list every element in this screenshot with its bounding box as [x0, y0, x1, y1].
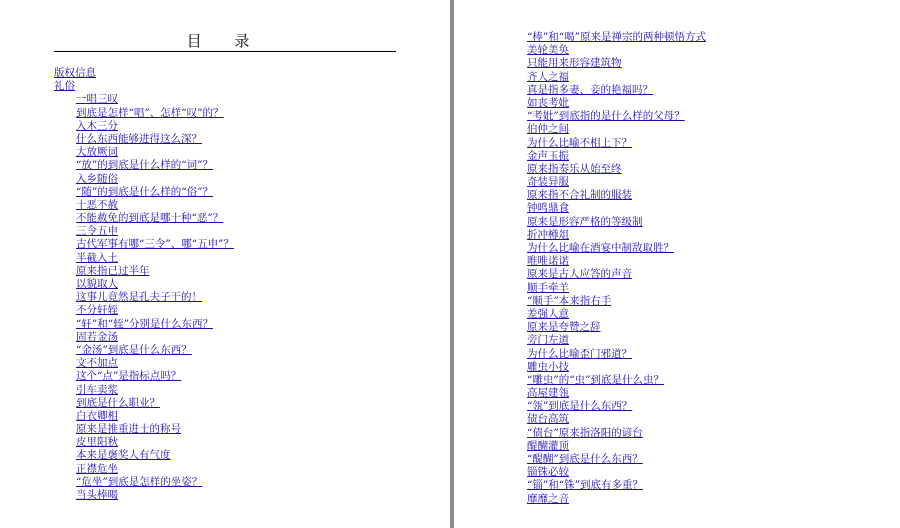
toc-entry: [54, 370, 434, 383]
toc-entry: [527, 229, 887, 242]
toc-entry: [54, 489, 434, 502]
toc-link[interactable]: 锱铢必较: [527, 466, 569, 479]
toc-entry: [54, 199, 434, 212]
toc-list-right: [527, 31, 887, 506]
toc-link[interactable]: 为什么比喻歪门邪道？: [527, 347, 632, 360]
toc-link[interactable]: 入木三分: [76, 119, 118, 132]
toc-entry: [54, 225, 434, 238]
toc-link[interactable]: “债台”原来指洛阳的谚台: [527, 426, 643, 439]
toc-link[interactable]: 白衣卿相: [76, 409, 118, 422]
toc-link[interactable]: 真是指多妻、妾的艳福吗？: [527, 83, 653, 96]
toc-link[interactable]: “轩”和“轾”分别是什么东西？: [76, 317, 213, 330]
toc-link[interactable]: 这事儿竟然是孔夫子干的！: [76, 291, 202, 304]
toc-entry: [54, 278, 434, 291]
toc-link[interactable]: 半截入土: [76, 251, 118, 264]
toc-link[interactable]: 唯唯诺诺: [527, 255, 569, 268]
toc-entry: [54, 67, 434, 80]
toc-entry: [527, 189, 887, 202]
toc-entry: [527, 466, 887, 479]
toc-link[interactable]: 原来是推重进士的称号: [76, 423, 181, 436]
toc-entry: [527, 374, 887, 387]
toc-entry: [54, 331, 434, 344]
toc-link[interactable]: “危坐”到底是怎样的坐姿？: [76, 475, 203, 488]
toc-entry: [54, 344, 434, 357]
toc-entry: [54, 80, 434, 93]
toc-link[interactable]: 以貌取人: [76, 278, 118, 290]
toc-entry: [527, 137, 887, 150]
toc-link[interactable]: “顺手”本来指右手: [527, 294, 612, 307]
toc-entry: [54, 304, 434, 317]
toc-link[interactable]: “锱”和“铢”到底有多重？: [527, 479, 643, 492]
toc-entry: [54, 173, 434, 186]
toc-entry: [527, 453, 887, 466]
toc-link[interactable]: 正襟危坐: [76, 462, 118, 475]
toc-link[interactable]: 大放厥词: [76, 146, 118, 159]
toc-link[interactable]: 这个“点”是指标点吗？: [76, 370, 182, 383]
toc-entry: [54, 449, 434, 462]
toc-entry: [54, 476, 434, 489]
toc-link[interactable]: 债台高筑: [527, 413, 569, 426]
toc-link[interactable]: 顺手牵羊: [527, 281, 569, 294]
toc-entry: [54, 436, 434, 449]
toc-link[interactable]: 一唱三叹: [76, 93, 118, 106]
toc-link[interactable]: 到底是怎样“唱”、怎样“叹”的？: [76, 106, 224, 119]
toc-entry: [54, 107, 434, 120]
title-rule: [54, 51, 396, 52]
toc-entry: [527, 123, 887, 136]
toc-link[interactable]: 不能赦免的到底是哪十种“恶”？: [76, 212, 224, 225]
toc-entry: [54, 186, 434, 199]
toc-entry: [527, 295, 887, 308]
toc-link[interactable]: 高屋建瓴: [527, 387, 569, 400]
toc-entry: [527, 413, 887, 426]
toc-entry: [527, 176, 887, 189]
toc-entry: [54, 291, 434, 304]
toc-link[interactable]: 固若金汤: [76, 330, 118, 343]
toc-link[interactable]: 美轮美奂: [527, 44, 569, 57]
toc-link[interactable]: 雕虫小技: [527, 360, 569, 373]
toc-link[interactable]: 原来是夸赞之辞: [527, 321, 601, 334]
toc-link[interactable]: 文不加点: [76, 357, 118, 370]
toc-entry: [54, 318, 434, 331]
toc-entry: [527, 202, 887, 215]
toc-entry: [527, 268, 887, 281]
toc-entry: [54, 120, 434, 133]
toc-title: 目 录: [186, 32, 264, 50]
right-page: [454, 0, 900, 528]
toc-link[interactable]: 版权信息: [54, 67, 96, 79]
toc-entry: [527, 31, 887, 44]
toc-link[interactable]: “瓴”到底是什么东西？: [527, 400, 633, 413]
toc-entry: [54, 397, 434, 410]
toc-link[interactable]: 原来指奏乐从始至终: [527, 162, 622, 175]
toc-entry: [527, 255, 887, 268]
toc-link[interactable]: 靡靡之音: [527, 492, 569, 505]
toc-link[interactable]: 引车卖浆: [76, 383, 118, 396]
toc-link[interactable]: 折冲樽俎: [527, 228, 569, 241]
toc-entry: [527, 493, 887, 506]
toc-entry: [527, 348, 887, 361]
toc-entry: [527, 97, 887, 110]
toc-entry: [54, 252, 434, 265]
toc-entry: [527, 440, 887, 453]
toc-link[interactable]: 本来是褒奖人有气度: [76, 449, 171, 462]
toc-link[interactable]: “金汤”到底是什么东西？: [76, 343, 192, 356]
toc-entry: [54, 159, 434, 172]
toc-entry: [527, 479, 887, 492]
toc-entry: [54, 423, 434, 436]
toc-link[interactable]: 当头棒喝: [76, 489, 118, 501]
toc-link[interactable]: 三令五申: [76, 225, 118, 238]
toc-entry: [54, 133, 434, 146]
toc-entry: [527, 44, 887, 57]
toc-entry: [54, 265, 434, 278]
toc-entry: [527, 216, 887, 229]
toc-entry: [54, 93, 434, 106]
toc-entry: [527, 84, 887, 97]
toc-entry: [54, 463, 434, 476]
toc-entry: [527, 242, 887, 255]
toc-entry: [527, 427, 887, 440]
toc-link[interactable]: 只能用来形容建筑物: [527, 57, 622, 70]
toc-link[interactable]: 入乡随俗: [76, 172, 118, 185]
toc-link[interactable]: 皮里阳秋: [76, 436, 118, 449]
toc-link[interactable]: “随”的到底是什么样的“俗”？: [76, 185, 213, 198]
toc-entry: [527, 150, 887, 163]
toc-link[interactable]: 旁门左道: [527, 334, 569, 347]
toc-entry: [527, 282, 887, 295]
toc-link[interactable]: “考妣”到底指的是什么样的父母？: [527, 110, 685, 123]
toc-entry: [527, 334, 887, 347]
toc-link[interactable]: 齐人之福: [527, 70, 569, 83]
toc-link[interactable]: 不分轩轾: [76, 304, 118, 317]
toc-entry: [527, 110, 887, 123]
toc-list-left: [54, 67, 434, 502]
toc-link[interactable]: 原来是形容严格的等级制: [527, 215, 643, 228]
toc-link[interactable]: 原来是古人应答的声音: [527, 268, 632, 281]
toc-entry: [527, 400, 887, 413]
toc-link[interactable]: 差强人意: [527, 307, 569, 320]
toc-link[interactable]: 为什么比喻在酒宴中制敌取胜？: [527, 242, 674, 254]
toc-entry: [54, 357, 434, 370]
toc-link[interactable]: 礼俗: [54, 80, 75, 93]
toc-link[interactable]: 奇装异服: [527, 176, 569, 189]
toc-entry: [54, 384, 434, 397]
toc-link[interactable]: 醍醐灌顶: [527, 439, 569, 452]
toc-link[interactable]: 什么东西能够进得这么深？: [76, 132, 202, 145]
toc-link[interactable]: 钟鸣鼎食: [527, 202, 569, 215]
toc-link[interactable]: 伯仲之间: [527, 123, 569, 136]
toc-entry: [54, 238, 434, 251]
toc-entry: [54, 212, 434, 225]
toc-entry: [54, 146, 434, 159]
toc-entry: [527, 321, 887, 334]
toc-link[interactable]: “放”的到底是什么样的“词”？: [76, 159, 213, 172]
toc-link[interactable]: “棒”和“喝”原来是禅宗的两种顿悟方式: [527, 31, 706, 43]
toc-entry: [527, 71, 887, 84]
toc-link[interactable]: 为什么比喻不相上下？: [527, 136, 632, 149]
toc-entry: [527, 387, 887, 400]
toc-entry: [527, 361, 887, 374]
toc-entry: [527, 57, 887, 70]
toc-link[interactable]: “醍醐”到底是什么东西？: [527, 453, 643, 465]
toc-entry: [527, 308, 887, 321]
toc-link[interactable]: 金声玉振: [527, 149, 569, 162]
toc-link[interactable]: 如丧考妣: [527, 96, 569, 109]
toc-link[interactable]: 古代军事有哪“三令”、哪“五申”？: [76, 238, 234, 251]
toc-link[interactable]: 原来指已过半年: [76, 264, 150, 277]
toc-link[interactable]: 十恶不赦: [76, 198, 118, 211]
toc-link[interactable]: 原来指不合礼制的服装: [527, 189, 632, 202]
toc-link[interactable]: “雕虫”的“虫”到底是什么虫？: [527, 373, 664, 386]
toc-link[interactable]: 到底是什么职业？: [76, 396, 160, 409]
toc-entry: [527, 163, 887, 176]
toc-entry: [54, 410, 434, 423]
